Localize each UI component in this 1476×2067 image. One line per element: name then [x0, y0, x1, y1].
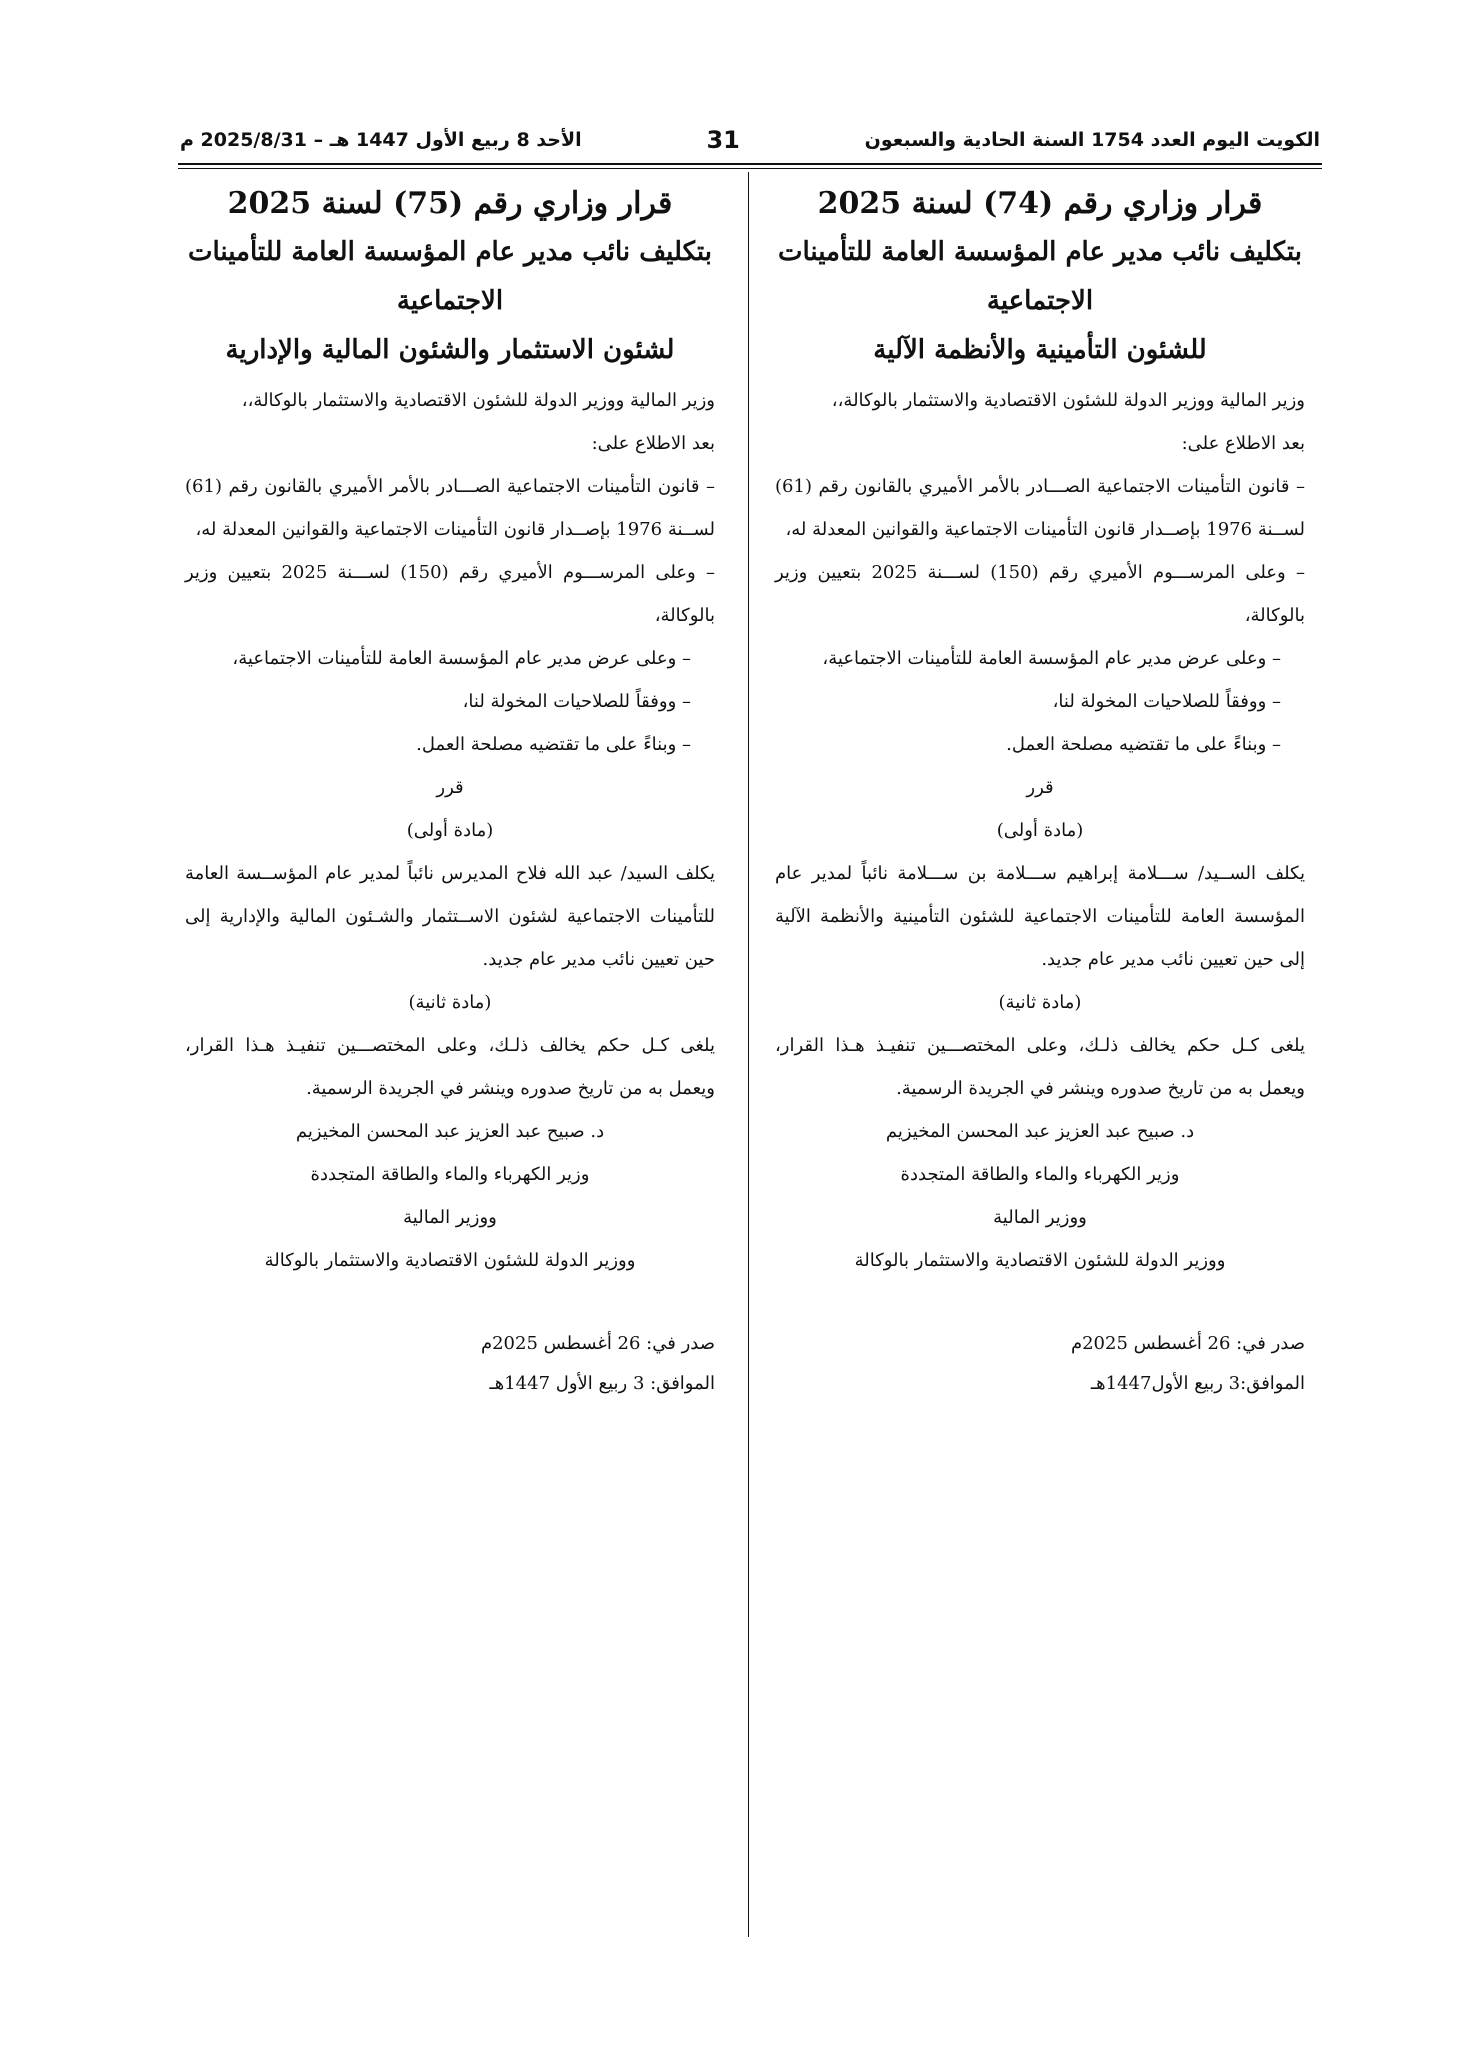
- preamble-item-5: – وبناءً على ما تقتضيه مصلحة العمل.: [416, 734, 691, 755]
- decision-74-column: [775, 180, 1305, 1404]
- preamble-item-2: – وعلى المرســـوم الأميري رقم (150) لســـنة 2025 بتعيين وزير بالوكالة،: [775, 562, 1305, 626]
- decision-body: [775, 379, 1305, 1110]
- signature-title-3: ووزير الدولة للشئون الاقتصادية والاستثمار بالوكالة: [854, 1250, 1226, 1271]
- decision-title: قرار وزاري رقم (74) لسنة 2025: [817, 186, 1263, 221]
- preamble-item-3: – وعلى عرض مدير عام المؤسسة العامة للتأمينات الاجتماعية،: [822, 648, 1281, 669]
- header-rule-thick: [178, 163, 1322, 165]
- decision-subtitle-line-2: الاجتماعية: [396, 286, 504, 316]
- corresponding-date: الموافق:3 ربيع الأول1447هـ: [1090, 1373, 1305, 1394]
- signature-title-2: ووزير المالية: [403, 1207, 497, 1228]
- decision-subtitle-line-3: للشئون التأمينية والأنظمة الآلية: [873, 335, 1207, 365]
- issued-on: صدر في: 26 أغسطس 2025م: [480, 1333, 715, 1354]
- preamble-item-1: – قانون التأمينات الاجتماعية الصـــادر بالأمر الأميري بالقانون رقم (61) لســنة 1976 بإصــدار قانون التأمينات الاجتماعية والقوانين المعدلة له،: [775, 476, 1305, 540]
- article-2-heading: (مادة ثانية): [998, 992, 1082, 1013]
- after-review-text: بعد الاطلاع على:: [1181, 433, 1305, 454]
- preamble-item-4: – ووفقاً للصلاحيات المخولة لنا،: [462, 691, 691, 712]
- decision-subtitle-line-2: الاجتماعية: [986, 286, 1094, 316]
- article-1-text: يكلف السيد/ عبد الله فلاح المديرس نائباً لمدير عام المؤســسة العامة للتأمينات الاجتماعية لشئون الاســتثمار والشـئون المالية والإدارية إلى حين تعيين نائب مدير عام جديد.: [185, 863, 715, 970]
- article-2-heading: (مادة ثانية): [408, 992, 492, 1013]
- header-date: الأحد 8 ربيع الأول 1447 هـ – 2025/8/31 م: [180, 129, 582, 151]
- decision-subtitle-line-3: لشئون الاستثمار والشئون المالية والإدارية: [225, 335, 675, 365]
- page-header: [180, 120, 1320, 160]
- signature-title-3: ووزير الدولة للشئون الاقتصادية والاستثمار بالوكالة: [264, 1250, 636, 1271]
- signature-title-1: وزير الكهرباء والماء والطاقة المتجددة: [900, 1164, 1180, 1185]
- signature-block: [775, 1110, 1305, 1282]
- decision-subtitle-line-1: بتكليف نائب مدير عام المؤسسة العامة للتأمينات: [187, 237, 713, 267]
- article-1-heading: (مادة أولى): [406, 820, 494, 841]
- article-2-text: يلغى كـل حكم يخالف ذلـك، وعلى المختصـــين تنفيـذ هـذا القرار، ويعمل به من تاريخ صدوره وينشر في الجريدة الرسمية.: [775, 1035, 1305, 1099]
- after-review-text: بعد الاطلاع على:: [591, 433, 715, 454]
- article-1-text: يكلف الســيد/ ســـلامة إبراهيم ســـلامة بن ســـلامة نائباً لمدير عام المؤسسة العامة للتأمينات الاجتماعية للشئون التأمينية والأنظمة الآلية إلى حين تعيين نائب مدير عام جديد.: [775, 863, 1305, 970]
- preamble-item-1: – قانون التأمينات الاجتماعية الصـــادر بالأمر الأميري بالقانون رقم (61) لســنة 1976 بإصــدار قانون التأمينات الاجتماعية والقوانين المعدلة له،: [185, 476, 715, 540]
- header-issue: الكويت اليوم العدد 1754 السنة الحادية والسبعون: [864, 129, 1320, 151]
- intro-text: وزير المالية ووزير الدولة للشئون الاقتصادية والاستثمار بالوكالة،،: [241, 390, 715, 411]
- column-divider: [748, 172, 749, 1937]
- article-2-text: يلغى كـل حكم يخالف ذلـك، وعلى المختصـــين تنفيـذ هـذا القرار، ويعمل به من تاريخ صدوره وينشر في الجريدة الرسمية.: [185, 1035, 715, 1099]
- decision-subtitle-line-1: بتكليف نائب مدير عام المؤسسة العامة للتأمينات: [777, 237, 1303, 267]
- header-rule-thin: [178, 168, 1322, 169]
- signature-name: د. صبيح عبد العزيز عبد المحسن المخيزيم: [885, 1121, 1195, 1142]
- issued-on: صدر في: 26 أغسطس 2025م: [1070, 1333, 1305, 1354]
- decided-heading: قرر: [436, 777, 464, 798]
- decision-title: قرار وزاري رقم (75) لسنة 2025: [227, 186, 673, 221]
- signature-title-1: وزير الكهرباء والماء والطاقة المتجددة: [310, 1164, 590, 1185]
- decision-body: [185, 379, 715, 1110]
- decision-75-column: [185, 180, 715, 1404]
- preamble-item-3: – وعلى عرض مدير عام المؤسسة العامة للتأمينات الاجتماعية،: [232, 648, 691, 669]
- intro-text: وزير المالية ووزير الدولة للشئون الاقتصادية والاستثمار بالوكالة،،: [831, 390, 1305, 411]
- header-page-number: 31: [706, 126, 740, 154]
- preamble-item-4: – ووفقاً للصلاحيات المخولة لنا،: [1052, 691, 1281, 712]
- article-1-heading: (مادة أولى): [996, 820, 1084, 841]
- corresponding-date: الموافق: 3 ربيع الأول 1447هـ: [489, 1373, 715, 1394]
- preamble-item-5: – وبناءً على ما تقتضيه مصلحة العمل.: [1006, 734, 1281, 755]
- preamble-item-2: – وعلى المرســـوم الأميري رقم (150) لســـنة 2025 بتعيين وزير بالوكالة،: [185, 562, 715, 626]
- signature-block: [185, 1110, 715, 1282]
- signature-title-2: ووزير المالية: [993, 1207, 1087, 1228]
- signature-name: د. صبيح عبد العزيز عبد المحسن المخيزيم: [295, 1121, 605, 1142]
- issue-date-block: [185, 1324, 715, 1404]
- issue-date-block: [775, 1324, 1305, 1404]
- decided-heading: قرر: [1026, 777, 1054, 798]
